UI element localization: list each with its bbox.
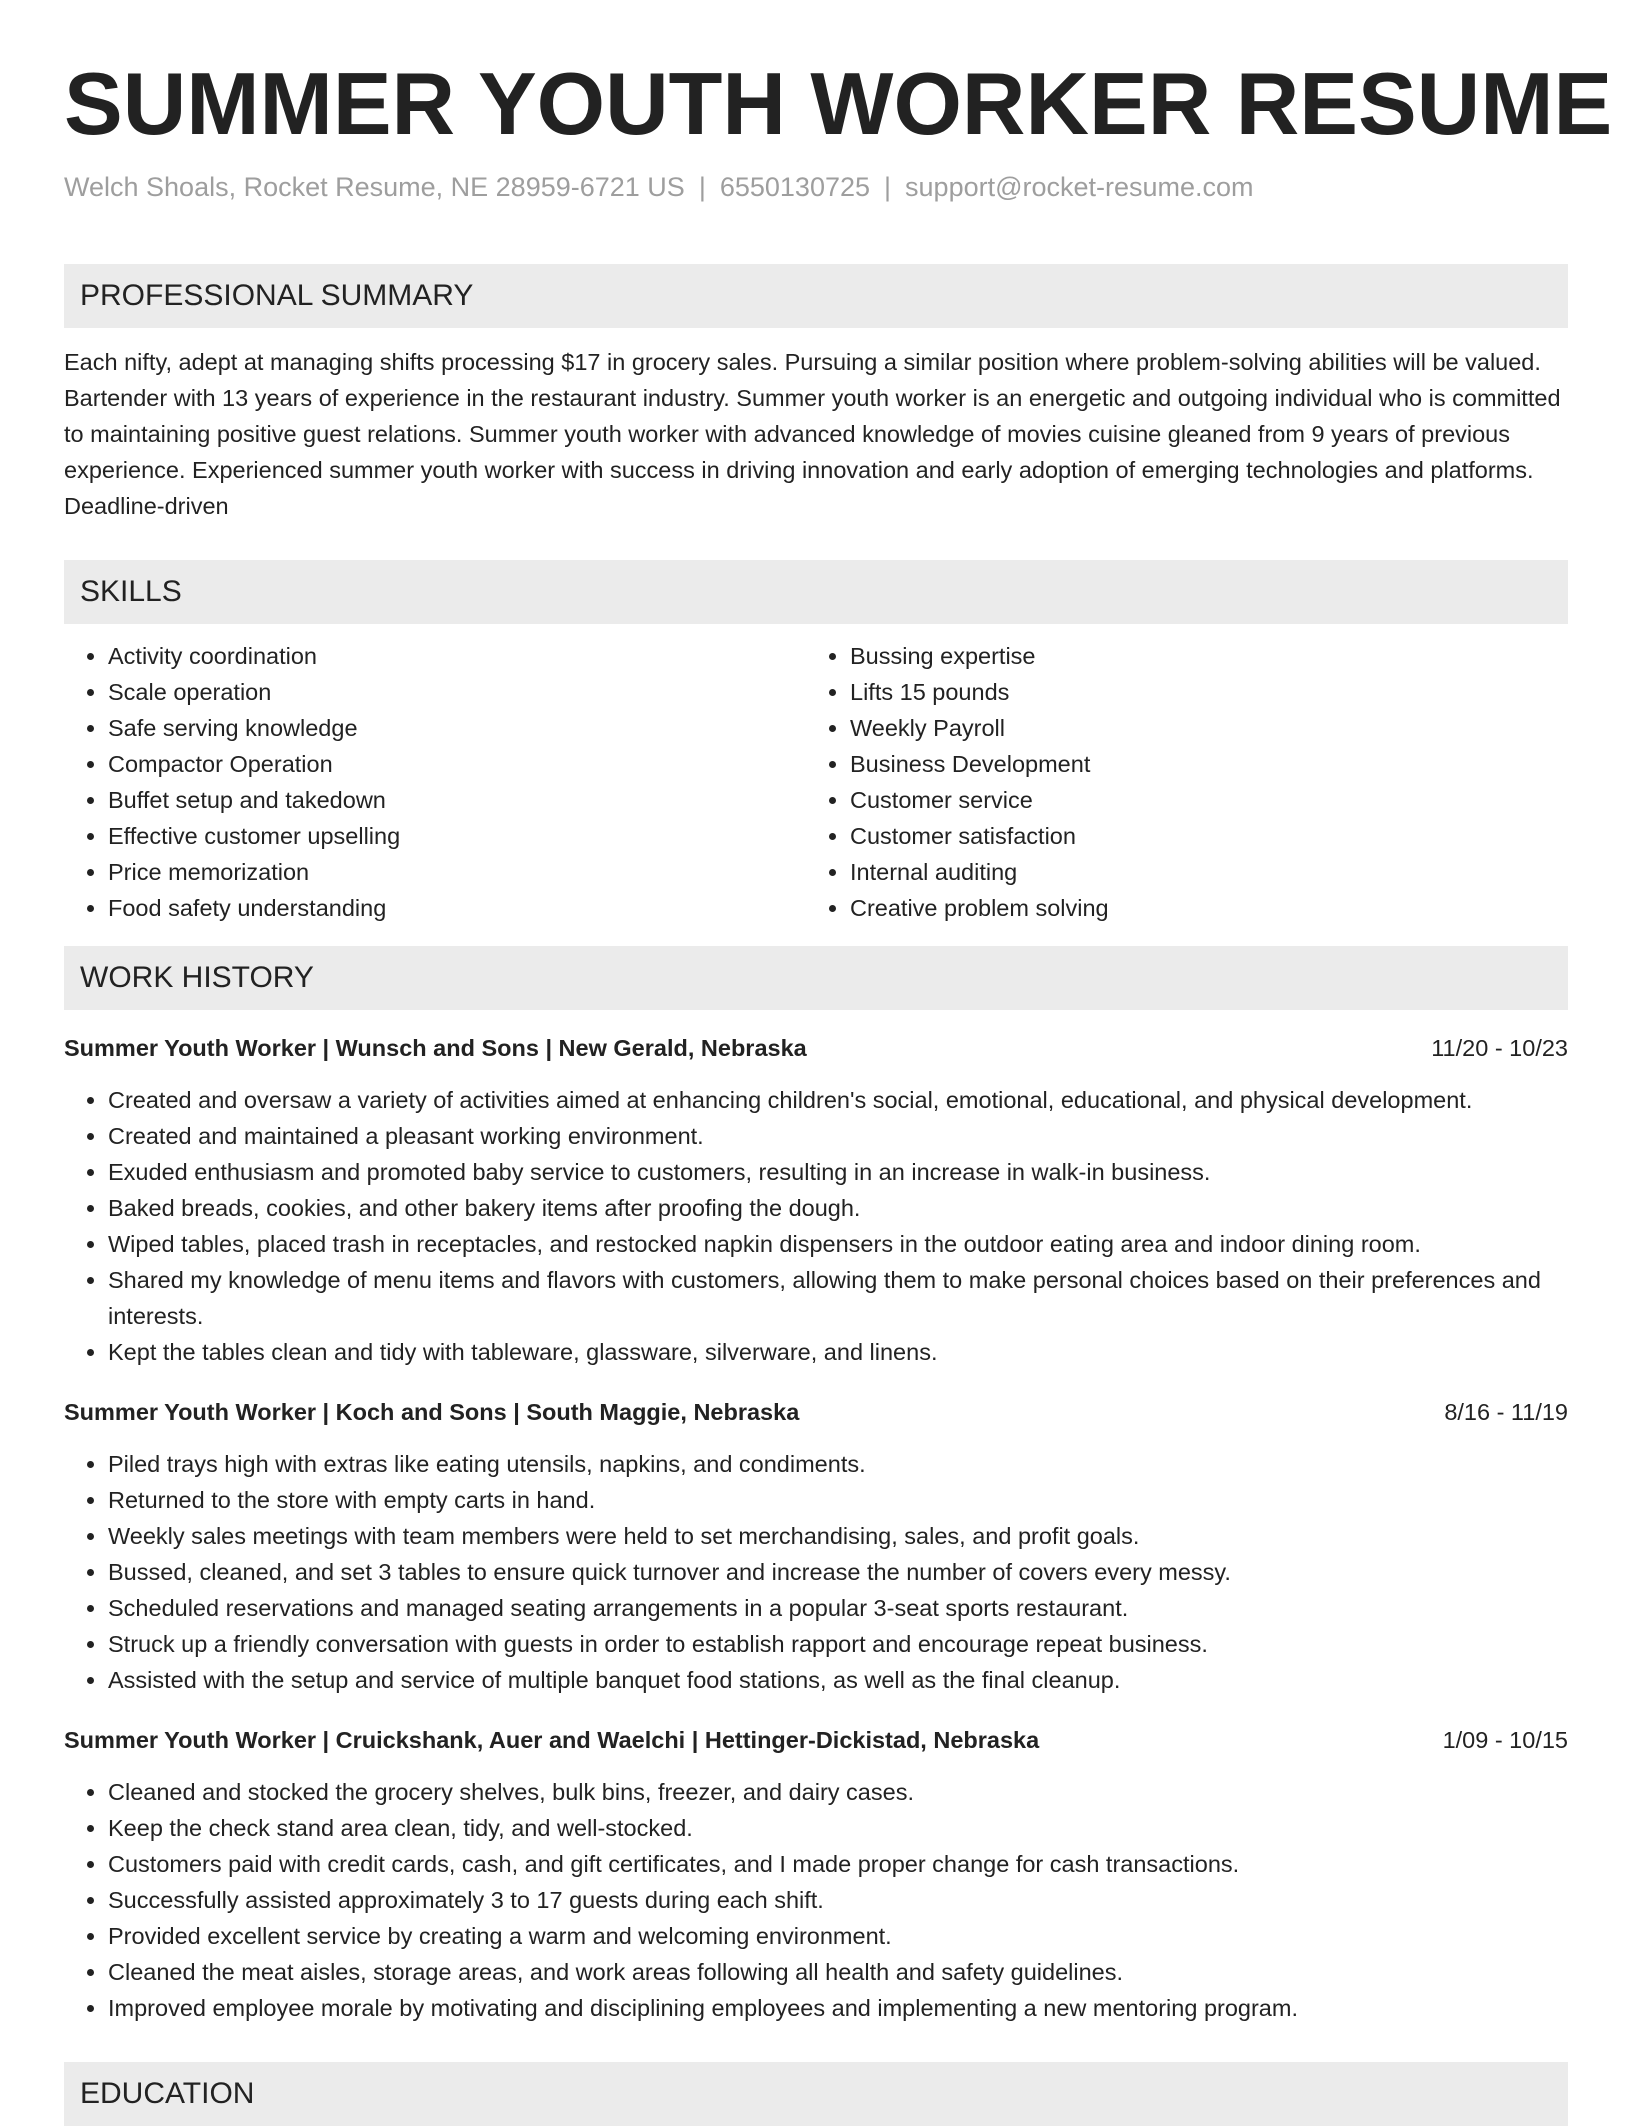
skill-item: • Business Development — [850, 746, 1548, 782]
skill-item: • Scale operation — [108, 674, 806, 710]
job-entry — [64, 1394, 1568, 1698]
skill-item: • Compactor Operation — [108, 746, 806, 782]
skill-item: • Price memorization — [108, 854, 806, 890]
job-bullet: • Cleaned and stocked the grocery shelves, bulk bins, freezer, and dairy cases. — [108, 1774, 1568, 1810]
job-dates: 8/16 - 11/19 — [1444, 1399, 1568, 1425]
job-bullet: • Cleaned the meat aisles, storage areas, and work areas following all health and safety guidelines. — [108, 1954, 1568, 1990]
job-header — [64, 1722, 1568, 1758]
skill-item: • Creative problem solving — [850, 890, 1548, 926]
skill-item: • Customer satisfaction — [850, 818, 1548, 854]
skill-item: • Safe serving knowledge — [108, 710, 806, 746]
job-bullet: • Kept the tables clean and tidy with tableware, glassware, silverware, and linens. — [108, 1334, 1568, 1370]
job-bullet: • Assisted with the setup and service of multiple banquet food stations, as well as the final cleanup. — [108, 1662, 1568, 1698]
job-bullet: • Created and maintained a pleasant working environment. — [108, 1118, 1568, 1154]
job-bullet: • Baked breads, cookies, and other bakery items after proofing the dough. — [108, 1190, 1568, 1226]
job-title: Summer Youth Worker | Wunsch and Sons | New Gerald, Nebraska — [64, 1035, 807, 1061]
section-heading-summary: PROFESSIONAL SUMMARY — [64, 264, 1568, 328]
contact-separator: | — [884, 172, 892, 202]
contact-email: support@rocket-resume.com — [905, 172, 1254, 202]
job-bullet: • Improved employee morale by motivating and disciplining employees and implementing a new mentoring program. — [108, 1990, 1568, 2026]
contact-line — [64, 170, 1568, 204]
skill-item: • Buffet setup and takedown — [108, 782, 806, 818]
job-bullet: • Successfully assisted approximately 3 to 17 guests during each shift. — [108, 1882, 1568, 1918]
job-bullet: • Keep the check stand area clean, tidy, and well-stocked. — [108, 1810, 1568, 1846]
skill-item: • Food safety understanding — [108, 890, 806, 926]
summary-text: Each nifty, adept at managing shifts processing $17 in grocery sales. Pursuing a similar position where problem-solving abilities will be valued. Bartender with 13 years of experience in the restaurant industry. Summer youth worker is an energetic and outgoing individual who is committed to maintaining positive guest relations. Summer youth worker with advanced knowledge of movies cuisine gleaned from 9 years of previous experience. Experienced summer youth worker with success in driving innovation and early adoption of emerging technologies and platforms. Deadline-driven — [64, 349, 1561, 519]
job-entry — [64, 1030, 1568, 1370]
job-bullet: • Wiped tables, placed trash in receptacles, and restocked napkin dispensers in the outdoor eating area and indoor dining room. — [108, 1226, 1568, 1262]
job-bullet: • Created and oversaw a variety of activities aimed at enhancing children's social, emotional, educational, and physical development. — [108, 1082, 1568, 1118]
job-dates: 11/20 - 10/23 — [1431, 1035, 1568, 1061]
job-dates: 1/09 - 10/15 — [1442, 1727, 1568, 1753]
skill-item: • Effective customer upselling — [108, 818, 806, 854]
contact-separator: | — [698, 172, 706, 202]
skills-column-left — [64, 638, 806, 926]
job-bullet: • Weekly sales meetings with team members were held to set merchandising, sales, and profit goals. — [108, 1518, 1568, 1554]
job-bullets — [64, 1774, 1568, 2026]
skill-item: • Internal auditing — [850, 854, 1548, 890]
section-heading-education: EDUCATION — [64, 2062, 1568, 2126]
contact-address: Welch Shoals, Rocket Resume, NE 28959-6721 US — [64, 172, 685, 202]
job-bullet: • Scheduled reservations and managed seating arrangements in a popular 3-seat sports restaurant. — [108, 1590, 1568, 1626]
job-bullet: • Bussed, cleaned, and set 3 tables to ensure quick turnover and increase the number of covers every messy. — [108, 1554, 1568, 1590]
skill-item: • Bussing expertise — [850, 638, 1548, 674]
job-bullet: • Struck up a friendly conversation with guests in order to establish rapport and encourage repeat business. — [108, 1626, 1568, 1662]
section-heading-work-history: WORK HISTORY — [64, 946, 1568, 1010]
skill-item: • Weekly Payroll — [850, 710, 1548, 746]
skills-column-right — [806, 638, 1548, 926]
skill-item: • Lifts 15 pounds — [850, 674, 1548, 710]
skill-item: • Activity coordination — [108, 638, 806, 674]
job-header — [64, 1030, 1568, 1066]
job-title: Summer Youth Worker | Koch and Sons | South Maggie, Nebraska — [64, 1399, 800, 1425]
job-bullet: • Piled trays high with extras like eating utensils, napkins, and condiments. — [108, 1446, 1568, 1482]
skill-item: • Customer service — [850, 782, 1548, 818]
section-heading-skills: SKILLS — [64, 560, 1568, 624]
job-bullet: • Provided excellent service by creating a warm and welcoming environment. — [108, 1918, 1568, 1954]
contact-phone: 6550130725 — [719, 172, 871, 202]
job-bullet: • Exuded enthusiasm and promoted baby service to customers, resulting in an increase in walk-in business. — [108, 1154, 1568, 1190]
job-bullet: • Customers paid with credit cards, cash, and gift certificates, and I made proper change for cash transactions. — [108, 1846, 1568, 1882]
job-bullets — [64, 1446, 1568, 1698]
job-header — [64, 1394, 1568, 1430]
job-title: Summer Youth Worker | Cruickshank, Auer and Waelchi | Hettinger-Dickistad, Nebraska — [64, 1727, 1040, 1753]
job-entry — [64, 1722, 1568, 2026]
skills-list — [64, 638, 1568, 926]
resume-title: SUMMER YOUTH WORKER RESUME — [64, 54, 1613, 153]
job-bullet: • Returned to the store with empty carts in hand. — [108, 1482, 1568, 1518]
job-bullet: • Shared my knowledge of menu items and flavors with customers, allowing them to make personal choices based on their preferences and interests. — [108, 1262, 1568, 1334]
job-bullets — [64, 1082, 1568, 1370]
